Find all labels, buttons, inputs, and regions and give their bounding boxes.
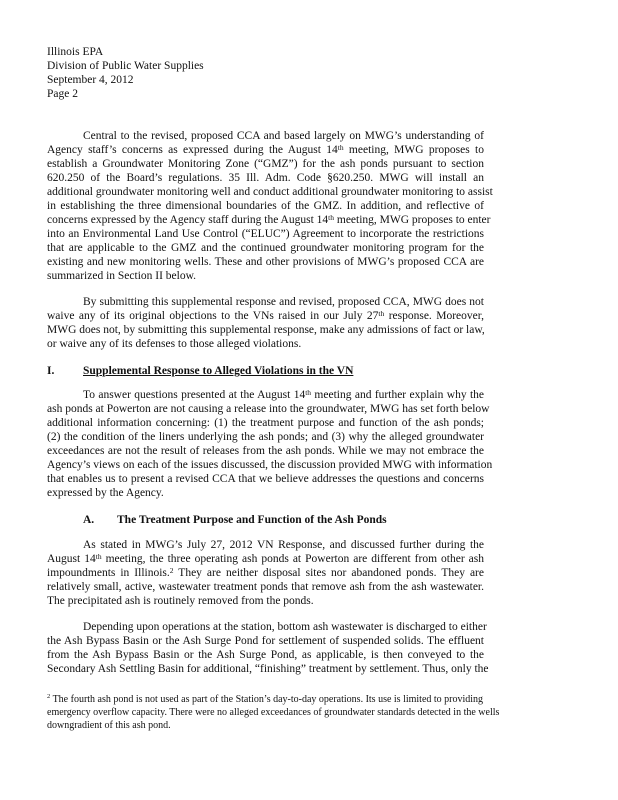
paragraph-line: Secondary Ash Settling Basin for additional, “finishing” treatment by settlement. Thus, only the	[47, 663, 489, 675]
paragraph-line: Agency’s views on each of the issues discussed, the discussion provided MWG with information	[47, 459, 493, 471]
superscript: 2	[169, 566, 174, 575]
section-number: A.	[83, 514, 95, 526]
superscript: th	[305, 388, 312, 397]
section-title: The Treatment Purpose and Function of the Ash Ponds	[117, 514, 387, 526]
superscript: th	[337, 143, 344, 152]
paragraph-line: Central to the revised, proposed CCA and based largely on MWG’s understanding of	[83, 130, 484, 142]
paragraph-line: into an Environmental Land Use Control (“ELUC”) Agreement to incorporate the restrictions	[47, 228, 484, 240]
superscript: th	[328, 213, 334, 222]
date-line: September 4, 2012	[47, 74, 134, 86]
paragraph-line: As stated in MWG’s July 27, 2012 VN Response, and discussed further during the	[83, 539, 484, 551]
footnote-line: $^2$ The fourth ash pond is not used as part of the Station’s day-to-day operations. Its use is limited to providing	[47, 693, 484, 705]
paragraph-line: the Ash Bypass Basin or the Ash Surge Pond for settlement of suspended solids. The effluent	[47, 635, 484, 647]
paragraph-line: expressed by the Agency.	[47, 487, 164, 499]
superscript: th	[378, 309, 385, 318]
section-a-heading	[83, 514, 520, 527]
paragraph-line: MWG does not, by submitting this supplemental response, make any admissions of fact or law,	[47, 324, 485, 336]
paragraph-line: waive any of its original objections to the VNs raised in our July 27th response. Moreover,	[47, 309, 484, 322]
paragraph-line: impoundments in Illinois.$^2$ They are neither disposal sites nor abandoned ponds. They are	[47, 566, 484, 579]
paragraph-line: existing and new monitoring wells. These and other provisions of MWG’s proposed CCA are	[47, 256, 484, 268]
recipient-line: Illinois EPA	[47, 46, 104, 58]
division-line: Division of Public Water Supplies	[47, 60, 204, 72]
paragraph-line: Agency staff’s concerns as expressed during the August 14th meeting, MWG proposes to	[47, 143, 484, 156]
paragraph-line: To answer questions presented at the August 14th meeting and further explain why the	[83, 388, 485, 401]
paragraph-line: additional information concerning: (1) the treatment purpose and function of the ash ponds;	[47, 417, 484, 429]
footnote-line: emergency overflow capacity. There were no alleged exceedances of groundwater standards detected in the wells	[47, 707, 500, 718]
paragraph-line: that are applicable to the GMZ and the continued groundwater monitoring program for the	[47, 242, 484, 254]
paragraph-line: Depending upon operations at the station, bottom ash wastewater is discharged to either	[83, 621, 487, 633]
paragraph-line: that enables us to present a revised CCA that we believe addresses the questions and concerns	[47, 473, 484, 485]
section-i-heading	[47, 365, 484, 378]
paragraph-line: By submitting this supplemental response and revised, proposed CCA, MWG does not	[83, 296, 484, 308]
paragraph-line: relatively small, active, wastewater treatment ponds that remove ash from the ash wastewater.	[47, 581, 484, 593]
paragraph-line: exceedances are not the result of releases from the ash ponds. While we may not embrace the	[47, 445, 484, 457]
paragraph-line: August 14th meeting, the three operating ash ponds at Powerton are different from other ash	[47, 552, 484, 565]
superscript: th	[95, 552, 102, 561]
section-number: I.	[47, 365, 55, 377]
paragraph-line: concerns expressed by the Agency staff during the August 14th meeting, MWG proposes to enter	[47, 213, 491, 226]
paragraph-line: establish a Groundwater Monitoring Zone (“GMZ”) for the ash ponds pursuant to section	[47, 158, 484, 170]
paragraph-line: The precipitated ash is routinely removed from the ponds.	[47, 595, 314, 607]
paragraph-line: 620.250 of the Board’s regulations. 35 Ill. Adm. Code §620.250. MWG will install an	[47, 172, 484, 184]
superscript: 2	[47, 693, 51, 700]
paragraph-line: from the Ash Bypass Basin or the Ash Surge Pond, as applicable, is then conveyed to the	[47, 649, 484, 661]
paragraph-line: additional groundwater monitoring well and conduct additional groundwater monitoring to assist	[47, 186, 493, 198]
paragraph-line: ash ponds at Powerton are not causing a release into the groundwater, MWG has set forth below	[47, 403, 490, 415]
paragraph-line: in establishing the three dimensional boundaries of the GMZ. In addition, and reflective of	[47, 200, 484, 212]
section-title: Supplemental Response to Alleged Violations in the VN	[83, 365, 354, 377]
paragraph-line: summarized in Section II below.	[47, 270, 197, 282]
paragraph-line: or waive any of its defenses to those alleged violations.	[47, 338, 302, 350]
footnote-line: downgradient of this ash pond.	[47, 720, 171, 731]
page-number: Page 2	[47, 88, 78, 100]
paragraph-line: (2) the condition of the liners underlying the ash ponds; and (3) why the alleged groundwater	[47, 431, 484, 443]
